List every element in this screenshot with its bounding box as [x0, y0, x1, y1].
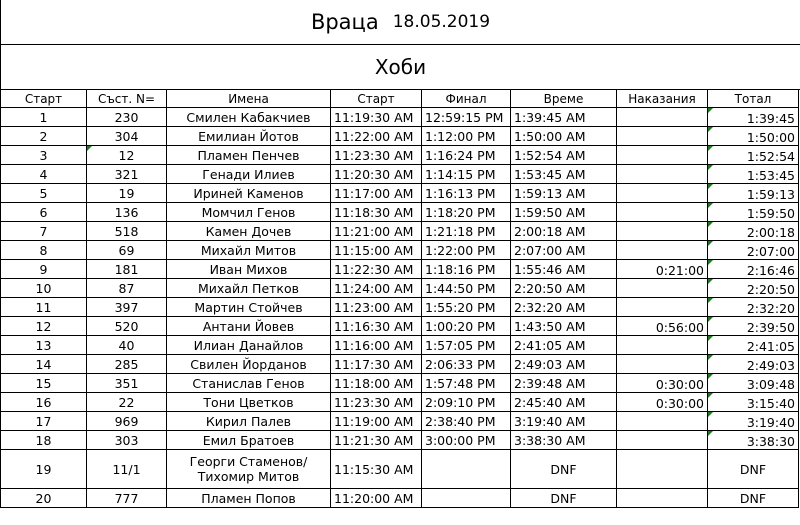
cell-time: 1:53:45 AM — [511, 165, 617, 184]
cell-start: 11:24:00 AM — [331, 279, 422, 298]
table-row[interactable] — [1, 374, 799, 393]
cell-pos: 12 — [1, 317, 87, 336]
cell-pos: 20 — [1, 489, 87, 508]
cell-finish: 2:06:33 PM — [422, 355, 511, 374]
cell-number: 11/1 — [87, 450, 167, 489]
col-header-total: Тотал — [708, 90, 799, 108]
cell-note-marker-icon — [708, 393, 713, 398]
city-title: Враца — [310, 10, 379, 34]
cell-time: 1:43:50 AM — [511, 317, 617, 336]
cell-note-marker-icon — [708, 298, 713, 303]
cell-number: 230 — [87, 108, 167, 127]
cell-start: 11:21:30 AM — [331, 431, 422, 450]
cell-time: 1:59:50 AM — [511, 203, 617, 222]
cell-pos: 17 — [1, 412, 87, 431]
table-row[interactable] — [1, 108, 799, 127]
cell-number: 69 — [87, 241, 167, 260]
cell-start: 11:16:00 AM — [331, 336, 422, 355]
header-row — [1, 90, 799, 108]
cell-number: 397 — [87, 298, 167, 317]
cell-finish: 1:22:00 PM — [422, 241, 511, 260]
table-row[interactable] — [1, 241, 799, 260]
table-row[interactable] — [1, 412, 799, 431]
col-header-pos: Старт — [1, 90, 87, 108]
cell-time: 3:38:30 AM — [511, 431, 617, 450]
cell-time: 2:20:50 AM — [511, 279, 617, 298]
cell-number: 303 — [87, 431, 167, 450]
cell-penalty — [617, 336, 708, 355]
cell-note-marker-icon — [708, 317, 713, 322]
cell-time: 1:39:45 AM — [511, 108, 617, 127]
cell-note-marker-icon — [708, 279, 713, 284]
table-row[interactable] — [1, 279, 799, 298]
cell-total: 1:52:54 — [708, 146, 799, 165]
cell-note-marker-icon — [708, 412, 713, 417]
cell-start: 11:17:30 AM — [331, 355, 422, 374]
cell-finish: 1:44:50 PM — [422, 279, 511, 298]
cell-total: 2:00:18 — [708, 222, 799, 241]
cell-number: 321 — [87, 165, 167, 184]
table-row[interactable] — [1, 222, 799, 241]
cell-number: 520 — [87, 317, 167, 336]
cell-pos: 7 — [1, 222, 87, 241]
cell-penalty — [617, 203, 708, 222]
col-header-start: Старт — [331, 90, 422, 108]
cell-total: 3:19:40 — [708, 412, 799, 431]
table-row[interactable] — [1, 450, 799, 489]
cell-start: 11:23:30 AM — [331, 146, 422, 165]
cell-name: Михайл Петков — [167, 279, 331, 298]
cell-total: 1:59:50 — [708, 203, 799, 222]
cell-penalty — [617, 165, 708, 184]
cell-start: 11:17:00 AM — [331, 184, 422, 203]
cell-total: 1:39:45 — [708, 108, 799, 127]
cell-finish: 3:00:00 PM — [422, 431, 511, 450]
cell-number: 40 — [87, 336, 167, 355]
cell-pos: 11 — [1, 298, 87, 317]
cell-name: Кирил Палев — [167, 412, 331, 431]
cell-penalty — [617, 184, 708, 203]
cell-time: 1:59:13 AM — [511, 184, 617, 203]
cell-total: 2:41:05 — [708, 336, 799, 355]
cell-finish: 1:16:13 PM — [422, 184, 511, 203]
cell-note-marker-icon — [708, 222, 713, 227]
cell-note-marker-icon — [708, 165, 713, 170]
cell-pos: 6 — [1, 203, 87, 222]
cell-name: Момчил Генов — [167, 203, 331, 222]
cell-total: 2:07:00 — [708, 241, 799, 260]
cell-time: 2:45:40 AM — [511, 393, 617, 412]
cell-pos: 4 — [1, 165, 87, 184]
col-header-names: Имена — [167, 90, 331, 108]
cell-pos: 2 — [1, 127, 87, 146]
cell-start: 11:23:00 AM — [331, 298, 422, 317]
cell-pos: 1 — [1, 108, 87, 127]
cell-name: Михайл Митов — [167, 241, 331, 260]
cell-number: 12 — [87, 146, 167, 165]
cell-number: 285 — [87, 355, 167, 374]
cell-total: 1:50:00 — [708, 127, 799, 146]
cell-name: Ириней Каменов — [167, 184, 331, 203]
name-line-1: Георги Стаменов/ — [189, 454, 308, 469]
cell-total: 3:15:40 — [708, 393, 799, 412]
cell-time: DNF — [511, 489, 617, 508]
table-row[interactable] — [1, 165, 799, 184]
title-row — [0, 0, 800, 45]
cell-note-marker-icon — [708, 184, 713, 189]
cell-name: Смилен Кабакчиев — [167, 108, 331, 127]
cell-name: Илиан Данайлов — [167, 336, 331, 355]
cell-pos: 5 — [1, 184, 87, 203]
cell-start: 11:19:30 AM — [331, 108, 422, 127]
table-row[interactable] — [1, 317, 799, 336]
cell-start: 11:21:00 AM — [331, 222, 422, 241]
cell-time: 2:39:48 AM — [511, 374, 617, 393]
table-row[interactable] — [1, 489, 799, 508]
col-header-time: Време — [511, 90, 617, 108]
cell-penalty: 0:30:00 — [617, 374, 708, 393]
cell-number: 136 — [87, 203, 167, 222]
cell-total: 2:39:50 — [708, 317, 799, 336]
cell-penalty: 0:21:00 — [617, 260, 708, 279]
cell-finish: 1:16:24 PM — [422, 146, 511, 165]
category-title: Хоби — [374, 55, 427, 79]
col-header-finish: Финал — [422, 90, 511, 108]
cell-name: Свилен Йорданов — [167, 355, 331, 374]
cell-name: Пламен Попов — [167, 489, 331, 508]
cell-total: 2:32:20 — [708, 298, 799, 317]
event-date: 18.05.2019 — [392, 12, 491, 32]
cell-total: 3:38:30 — [708, 431, 799, 450]
cell-pos: 13 — [1, 336, 87, 355]
cell-start: 11:15:00 AM — [331, 241, 422, 260]
cell-name: Емил Братоев — [167, 431, 331, 450]
cell-pos: 8 — [1, 241, 87, 260]
cell-name: Станислав Генов — [167, 374, 331, 393]
cell-time: 3:19:40 AM — [511, 412, 617, 431]
cell-finish: 1:12:00 PM — [422, 127, 511, 146]
cell-time: 2:49:03 AM — [511, 355, 617, 374]
cell-total: 3:09:48 — [708, 374, 799, 393]
cell-pos: 3 — [1, 146, 87, 165]
table-row[interactable] — [1, 260, 799, 279]
cell-name: Иван Михов — [167, 260, 331, 279]
cell-finish: 2:09:10 PM — [422, 393, 511, 412]
cell-name: Тони Цветков — [167, 393, 331, 412]
cell-start: 11:20:30 AM — [331, 165, 422, 184]
cell-penalty — [617, 108, 708, 127]
cell-time: DNF — [511, 450, 617, 489]
cell-finish: 1:57:05 PM — [422, 336, 511, 355]
cell-note-marker-icon — [708, 108, 713, 113]
cell-number: 351 — [87, 374, 167, 393]
cell-name: Антани Йовев — [167, 317, 331, 336]
cell-start: 11:22:00 AM — [331, 127, 422, 146]
table-row[interactable] — [1, 184, 799, 203]
cell-pos: 19 — [1, 450, 87, 489]
cell-penalty — [617, 450, 708, 489]
cell-note-marker-icon — [87, 146, 92, 151]
cell-number: 304 — [87, 127, 167, 146]
cell-penalty — [617, 222, 708, 241]
cell-note-marker-icon — [708, 146, 713, 151]
col-header-number: Съст. N= — [87, 90, 167, 108]
category-row — [0, 45, 800, 90]
cell-finish: 2:38:40 PM — [422, 412, 511, 431]
cell-total: DNF — [708, 489, 799, 508]
cell-number: 22 — [87, 393, 167, 412]
cell-total: DNF — [708, 450, 799, 489]
cell-number: 777 — [87, 489, 167, 508]
table-row[interactable] — [1, 298, 799, 317]
table-row[interactable] — [1, 127, 799, 146]
name-line-2: Тихомир Митов — [197, 469, 300, 484]
cell-penalty — [617, 489, 708, 508]
cell-note-marker-icon — [708, 431, 713, 436]
cell-start: 11:23:30 AM — [331, 393, 422, 412]
cell-penalty — [617, 412, 708, 431]
cell-name — [167, 450, 331, 489]
cell-pos: 18 — [1, 431, 87, 450]
cell-note-marker-icon — [708, 336, 713, 341]
cell-total: 1:53:45 — [708, 165, 799, 184]
cell-finish: 1:14:15 PM — [422, 165, 511, 184]
cell-start: 11:16:30 AM — [331, 317, 422, 336]
cell-start: 11:15:30 AM — [331, 450, 422, 489]
cell-number: 181 — [87, 260, 167, 279]
cell-penalty: 0:30:00 — [617, 393, 708, 412]
cell-time: 2:00:18 AM — [511, 222, 617, 241]
cell-penalty — [617, 241, 708, 260]
cell-time: 2:41:05 AM — [511, 336, 617, 355]
cell-total: 2:49:03 — [708, 355, 799, 374]
table-row[interactable] — [1, 146, 799, 165]
cell-start: 11:18:00 AM — [331, 374, 422, 393]
cell-start: 11:22:30 AM — [331, 260, 422, 279]
cell-pos: 14 — [1, 355, 87, 374]
cell-pos: 10 — [1, 279, 87, 298]
cell-finish: 1:55:20 PM — [422, 298, 511, 317]
cell-finish: 1:18:16 PM — [422, 260, 511, 279]
cell-total: 2:20:50 — [708, 279, 799, 298]
cell-number: 518 — [87, 222, 167, 241]
cell-note-marker-icon — [708, 374, 713, 379]
cell-name: Емилиан Йотов — [167, 127, 331, 146]
cell-number: 87 — [87, 279, 167, 298]
cell-finish: 1:21:18 PM — [422, 222, 511, 241]
cell-total: 2:16:46 — [708, 260, 799, 279]
table-row[interactable] — [1, 393, 799, 412]
cell-finish: 12:59:15 PM — [422, 108, 511, 127]
cell-pos: 16 — [1, 393, 87, 412]
cell-penalty — [617, 127, 708, 146]
dnf-body — [1, 450, 799, 508]
cell-time: 2:07:00 AM — [511, 241, 617, 260]
table-row[interactable] — [1, 203, 799, 222]
cell-note-marker-icon — [708, 260, 713, 265]
cell-finish — [422, 450, 511, 489]
cell-penalty — [617, 355, 708, 374]
cell-penalty — [617, 146, 708, 165]
cell-name: Пламен Пенчев — [167, 146, 331, 165]
cell-finish — [422, 489, 511, 508]
cell-start: 11:20:00 AM — [331, 489, 422, 508]
cell-pos: 9 — [1, 260, 87, 279]
cell-time: 2:32:20 AM — [511, 298, 617, 317]
cell-number: 19 — [87, 184, 167, 203]
table-row[interactable] — [1, 336, 799, 355]
cell-finish: 1:18:20 PM — [422, 203, 511, 222]
cell-pos: 15 — [1, 374, 87, 393]
cell-name: Генади Илиев — [167, 165, 331, 184]
cell-total: 1:59:13 — [708, 184, 799, 203]
cell-note-marker-icon — [708, 127, 713, 132]
cell-name: Мартин Стойчев — [167, 298, 331, 317]
cell-start: 11:18:30 AM — [331, 203, 422, 222]
cell-note-marker-icon — [708, 203, 713, 208]
cell-start: 11:19:00 AM — [331, 412, 422, 431]
cell-time: 1:55:46 AM — [511, 260, 617, 279]
cell-time: 1:52:54 AM — [511, 146, 617, 165]
cell-note-marker-icon — [708, 355, 713, 360]
cell-name: Камен Дочев — [167, 222, 331, 241]
col-header-penalty: Наказания — [617, 90, 708, 108]
cell-penalty — [617, 298, 708, 317]
results-table — [0, 89, 799, 508]
table-row[interactable] — [1, 355, 799, 374]
cell-penalty — [617, 431, 708, 450]
cell-note-marker-icon — [708, 241, 713, 246]
cell-time: 1:50:00 AM — [511, 127, 617, 146]
cell-penalty: 0:56:00 — [617, 317, 708, 336]
cell-finish: 1:57:48 PM — [422, 374, 511, 393]
cell-penalty — [617, 279, 708, 298]
results-body — [1, 108, 799, 450]
cell-number: 969 — [87, 412, 167, 431]
cell-finish: 1:00:20 PM — [422, 317, 511, 336]
table-row[interactable] — [1, 431, 799, 450]
